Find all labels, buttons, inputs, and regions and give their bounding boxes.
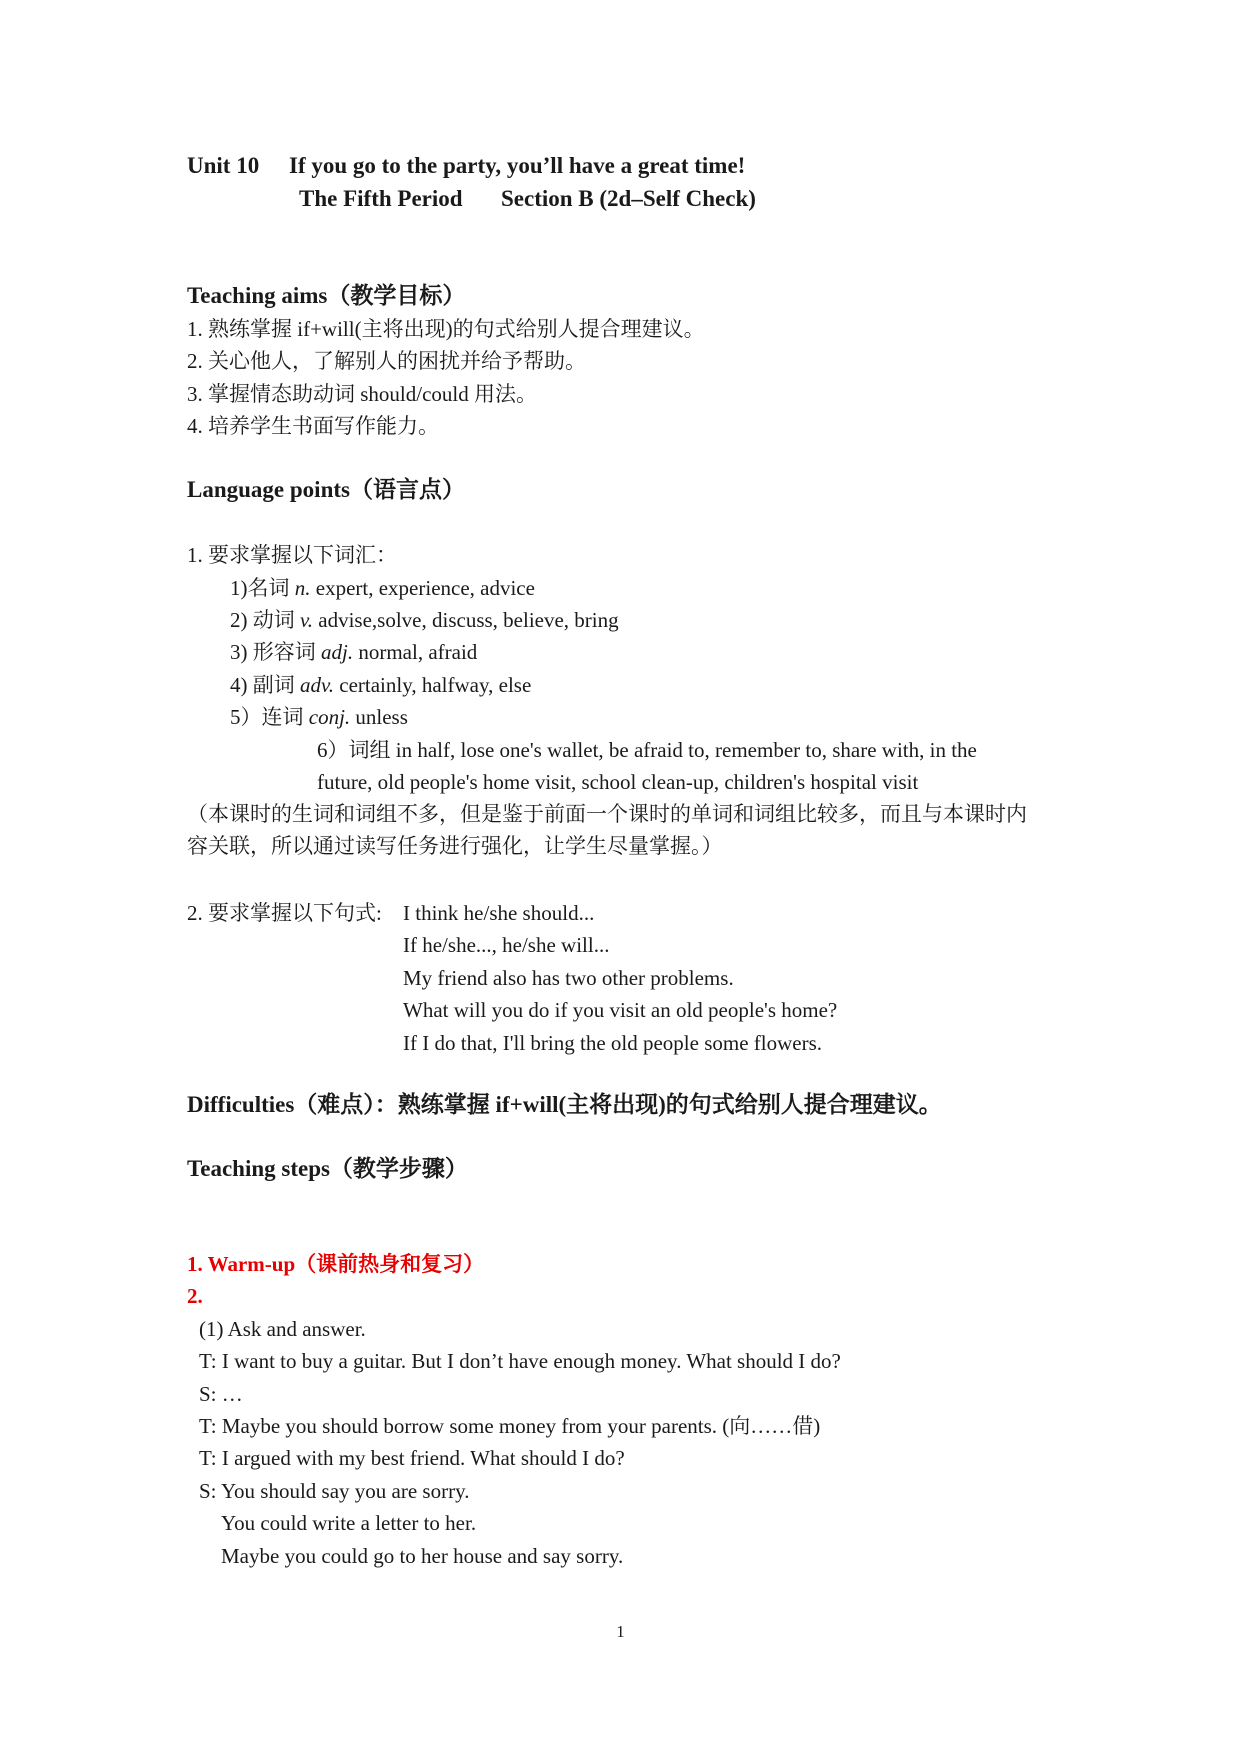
dialogue-line: T: I argued with my best friend. What should I do?	[199, 1446, 625, 1470]
note-line: 容关联，所以通过读写任务进行强化，让学生尽量掌握。）	[187, 834, 723, 858]
section-label: Section B (2d–Self Check)	[501, 186, 756, 211]
sentence-title: 2. 要求掌握以下句式:	[187, 901, 382, 925]
aims-heading: Teaching aims（教学目标）	[187, 283, 466, 308]
difficulties-heading: Difficulties（难点）：熟练掌握 if+will(主将出现)的句式给别人提合理建议。	[187, 1092, 942, 1117]
period-label: The Fifth Period	[299, 186, 463, 211]
unit-title: If you go to the party, you’ll have a great time!	[289, 153, 746, 178]
unit-label: Unit 10	[187, 153, 260, 178]
dialogue-line: S: You should say you are sorry.	[199, 1479, 470, 1503]
aim-item: 2. 关心他人，了解别人的困扰并给予帮助。	[187, 349, 586, 373]
vocab-item: 3) 形容词 adj. normal, afraid	[230, 640, 478, 664]
sentence-item: My friend also has two other problems.	[403, 966, 734, 990]
vocab-item: 5）连词 conj. unless	[230, 705, 408, 729]
aim-item: 4. 培养学生书面写作能力。	[187, 414, 439, 438]
vocab-item: 1)名词 n. expert, experience, advice	[230, 576, 535, 600]
phrases-line: 6）词组 in half, lose one's wallet, be afraid to, remember to, share with, in the	[317, 738, 977, 762]
sentence-item: What will you do if you visit an old people's home?	[403, 998, 838, 1022]
sentence-item: I think he/she should...	[403, 901, 595, 925]
vocab-item: 2) 动词 v. advise,solve, discuss, believe, bring	[230, 608, 619, 632]
vocab-item: 4) 副词 adv. certainly, halfway, else	[230, 673, 532, 697]
dialogue-line: (1) Ask and answer.	[199, 1317, 366, 1341]
sentence-item: If I do that, I'll bring the old people some flowers.	[403, 1031, 823, 1055]
steps-heading: Teaching steps（教学步骤）	[187, 1156, 468, 1181]
step-warmup: 1. Warm-up（课前热身和复习）	[187, 1252, 485, 1276]
dialogue-line: T: I want to buy a guitar. But I don’t have enough money. What should I do?	[199, 1349, 841, 1373]
aim-item: 3. 掌握情态助动词 should/could 用法。	[187, 382, 537, 406]
sentence-item: If he/she..., he/she will...	[403, 933, 610, 957]
page-number: 1	[616, 1622, 625, 1641]
phrases-line: future, old people's home visit, school clean-up, children's hospital visit	[317, 770, 919, 794]
dialogue-line: Maybe you could go to her house and say sorry.	[221, 1544, 624, 1568]
dialogue-line: You could write a letter to her.	[221, 1511, 477, 1535]
dialogue-line: T: Maybe you should borrow some money from your parents. (向……借)	[199, 1414, 821, 1438]
step-two: 2.	[187, 1284, 203, 1308]
vocab-title: 1. 要求掌握以下词汇：	[187, 543, 397, 567]
dialogue-line: S: …	[199, 1382, 243, 1406]
language-heading: Language points（语言点）	[187, 477, 465, 502]
note-line: （本课时的生词和词组不多，但是鉴于前面一个课时的单词和词组比较多，而且与本课时内	[187, 802, 1027, 826]
aim-item: 1. 熟练掌握 if+will(主将出现)的句式给别人提合理建议。	[187, 317, 705, 341]
